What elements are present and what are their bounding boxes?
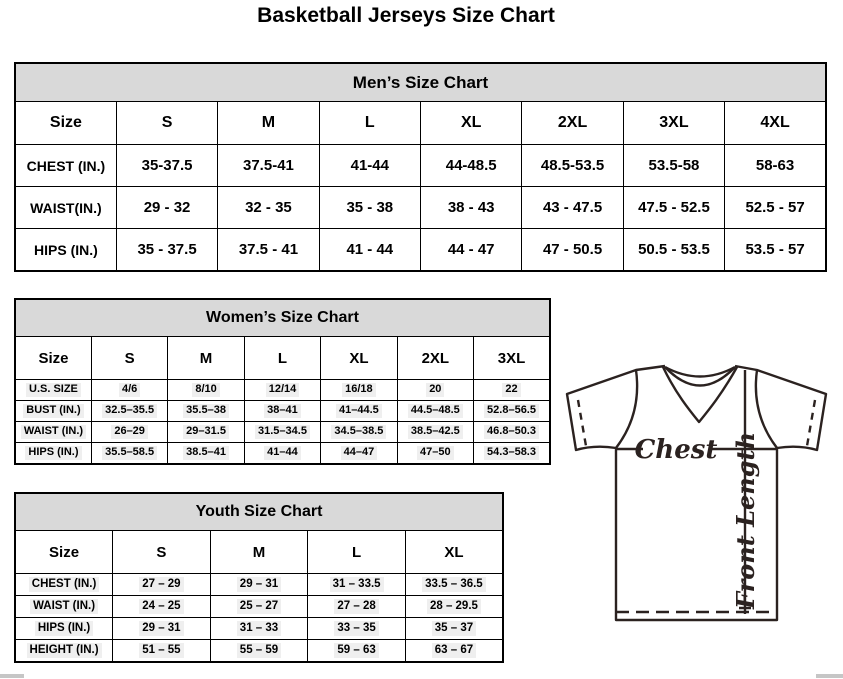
value-cell: [210, 640, 308, 663]
size-column-header: M: [218, 102, 319, 145]
value-cell: 52.5 - 57: [725, 187, 826, 229]
size-column-header: M: [210, 531, 308, 574]
value-text: 27 – 28: [334, 599, 378, 613]
size-column-header: 2XL: [522, 102, 623, 145]
value-cell: [168, 401, 244, 422]
row-label: [15, 574, 113, 596]
row-label: [15, 401, 91, 422]
value-cell: [308, 596, 406, 618]
value-text: 35.5–58.5: [102, 446, 157, 460]
size-column-header: 3XL: [474, 337, 550, 380]
value-cell: 37.5 - 41: [218, 229, 319, 272]
value-cell: [113, 596, 211, 618]
table-row: [15, 145, 826, 187]
table-row: [15, 401, 550, 422]
value-cell: 35 - 37.5: [116, 229, 217, 272]
table-row: [15, 380, 550, 401]
value-text: 44–47: [341, 446, 378, 460]
size-column-header: 3XL: [623, 102, 724, 145]
value-text: 35.5–38: [183, 404, 229, 418]
value-text: 29 – 31: [139, 621, 183, 635]
value-cell: 44 - 47: [421, 229, 522, 272]
size-column-header: M: [168, 337, 244, 380]
value-cell: [405, 640, 503, 663]
jersey-outline: [567, 366, 826, 620]
size-row-label: Size: [15, 102, 116, 145]
table-title: Men’s Size Chart: [15, 63, 826, 102]
value-text: 38–41: [264, 404, 301, 418]
value-text: 47–50: [417, 446, 454, 460]
value-text: 29–31.5: [183, 425, 229, 439]
value-cell: [210, 574, 308, 596]
right-cuff-stitch-line: [807, 400, 815, 446]
horizontal-scrollbar-fragment-left[interactable]: [0, 674, 24, 678]
size-column-header: L: [308, 531, 406, 574]
value-cell: [397, 401, 473, 422]
value-cell: [308, 574, 406, 596]
jersey-measurement-diagram: [558, 356, 843, 631]
value-cell: 50.5 - 53.5: [623, 229, 724, 272]
page-title: Basketball Jerseys Size Chart: [257, 4, 555, 27]
value-text: 16/18: [342, 383, 376, 397]
size-header-row: [15, 337, 550, 380]
value-cell: 38 - 43: [421, 187, 522, 229]
value-text: 54.3–58.3: [484, 446, 539, 460]
value-cell: [405, 574, 503, 596]
value-cell: 58-63: [725, 145, 826, 187]
value-cell: [321, 380, 397, 401]
value-cell: 41-44: [319, 145, 420, 187]
value-cell: [244, 443, 320, 465]
value-cell: [168, 380, 244, 401]
size-column-header: S: [113, 531, 211, 574]
womens-table-grid: [14, 298, 551, 465]
value-text: 20: [426, 383, 444, 397]
horizontal-scrollbar-fragment-right[interactable]: [816, 674, 843, 678]
row-label: CHEST (IN.): [15, 145, 116, 187]
table-row: [15, 443, 550, 465]
value-text: 4/6: [119, 383, 140, 397]
value-cell: [397, 443, 473, 465]
row-label-text: HIPS (IN.): [25, 446, 81, 460]
value-text: 12/14: [266, 383, 300, 397]
row-label: [15, 443, 91, 465]
value-cell: [113, 640, 211, 663]
youth-size-chart-table: [14, 492, 504, 663]
value-text: 25 – 27: [237, 599, 281, 613]
value-text: 46.8–50.3: [484, 425, 539, 439]
row-label: [15, 380, 91, 401]
row-label-text: HEIGHT (IN.): [27, 643, 102, 657]
value-cell: [91, 401, 167, 422]
value-cell: 35-37.5: [116, 145, 217, 187]
value-text: 41–44.5: [336, 404, 382, 418]
value-text: 24 – 25: [139, 599, 183, 613]
size-column-header: XL: [321, 337, 397, 380]
value-text: 35 – 37: [432, 621, 476, 635]
value-text: 27 – 29: [139, 577, 183, 591]
value-cell: [474, 422, 550, 443]
value-cell: [113, 618, 211, 640]
youth-table-grid: [14, 492, 504, 663]
value-text: 41–44: [264, 446, 301, 460]
row-label-text: HIPS (IN.): [35, 621, 93, 635]
value-cell: [91, 422, 167, 443]
value-cell: [474, 401, 550, 422]
value-cell: [210, 618, 308, 640]
value-text: 52.8–56.5: [484, 404, 539, 418]
table-row: [15, 596, 503, 618]
size-column-header: L: [319, 102, 420, 145]
left-cuff-stitch-line: [578, 400, 586, 446]
value-cell: [91, 443, 167, 465]
row-label-text: U.S. SIZE: [26, 383, 81, 397]
size-row-label: Size: [15, 531, 113, 574]
table-row: [15, 618, 503, 640]
row-label-text: WAIST (IN.): [21, 425, 86, 439]
value-text: 55 – 59: [237, 643, 281, 657]
row-label: WAIST(IN.): [15, 187, 116, 229]
value-cell: [308, 640, 406, 663]
value-cell: 32 - 35: [218, 187, 319, 229]
value-text: 29 – 31: [237, 577, 281, 591]
table-row: [15, 422, 550, 443]
value-text: 34.5–38.5: [331, 425, 386, 439]
value-cell: 41 - 44: [319, 229, 420, 272]
table-row: [15, 640, 503, 663]
value-text: 31 – 33: [237, 621, 281, 635]
value-cell: [405, 596, 503, 618]
value-text: 38.5–41: [183, 446, 229, 460]
value-cell: 53.5-58: [623, 145, 724, 187]
value-text: 33 – 35: [334, 621, 378, 635]
row-label: [15, 422, 91, 443]
value-text: 44.5–48.5: [408, 404, 463, 418]
value-cell: [244, 422, 320, 443]
value-text: 63 – 67: [432, 643, 476, 657]
size-header-row: [15, 102, 826, 145]
table-row: [15, 229, 826, 272]
table-title: Women’s Size Chart: [15, 299, 550, 337]
row-label: HIPS (IN.): [15, 229, 116, 272]
value-cell: [397, 422, 473, 443]
value-cell: 43 - 47.5: [522, 187, 623, 229]
value-text: 26–29: [111, 425, 148, 439]
womens-size-chart-table: [14, 298, 551, 465]
row-label-text: CHEST (IN.): [29, 577, 100, 591]
value-cell: [168, 422, 244, 443]
value-cell: 48.5-53.5: [522, 145, 623, 187]
size-column-header: S: [116, 102, 217, 145]
value-cell: [321, 422, 397, 443]
value-cell: [210, 596, 308, 618]
value-cell: 44-48.5: [421, 145, 522, 187]
value-text: 32.5–35.5: [102, 404, 157, 418]
value-text: 31.5–34.5: [255, 425, 310, 439]
value-cell: [308, 618, 406, 640]
chest-measure-label: Chest: [634, 435, 718, 465]
row-label-text: BUST (IN.): [23, 404, 83, 418]
size-row-label: Size: [15, 337, 91, 380]
value-cell: [113, 574, 211, 596]
value-text: 22: [502, 383, 520, 397]
value-cell: [91, 380, 167, 401]
value-text: 59 – 63: [334, 643, 378, 657]
row-label: [15, 618, 113, 640]
value-text: 28 – 29.5: [427, 599, 481, 613]
table-title: Youth Size Chart: [15, 493, 503, 531]
value-cell: 29 - 32: [116, 187, 217, 229]
value-cell: [244, 380, 320, 401]
value-cell: [405, 618, 503, 640]
value-cell: 53.5 - 57: [725, 229, 826, 272]
value-cell: [168, 443, 244, 465]
front-length-measure-label: Front Length: [731, 431, 760, 609]
row-label-text: WAIST (IN.): [30, 599, 98, 613]
table-row: [15, 187, 826, 229]
size-column-header: S: [91, 337, 167, 380]
size-column-header: L: [244, 337, 320, 380]
row-label: [15, 640, 113, 663]
value-cell: 47 - 50.5: [522, 229, 623, 272]
size-column-header: 4XL: [725, 102, 826, 145]
value-cell: [397, 380, 473, 401]
size-column-header: XL: [405, 531, 503, 574]
value-text: 33.5 – 36.5: [422, 577, 486, 591]
row-label: [15, 596, 113, 618]
value-cell: [321, 401, 397, 422]
value-text: 31 – 33.5: [330, 577, 384, 591]
value-cell: [474, 380, 550, 401]
value-text: 38.5–42.5: [408, 425, 463, 439]
size-column-header: 2XL: [397, 337, 473, 380]
value-cell: 35 - 38: [319, 187, 420, 229]
value-text: 51 – 55: [139, 643, 183, 657]
size-column-header: XL: [421, 102, 522, 145]
mens-size-chart-table: [14, 62, 827, 272]
mens-table-grid: [14, 62, 827, 272]
value-cell: [474, 443, 550, 465]
value-cell: 37.5-41: [218, 145, 319, 187]
value-cell: [321, 443, 397, 465]
table-row: [15, 574, 503, 596]
value-cell: 47.5 - 52.5: [623, 187, 724, 229]
value-cell: [244, 401, 320, 422]
value-text: 8/10: [192, 383, 219, 397]
size-header-row: [15, 531, 503, 574]
